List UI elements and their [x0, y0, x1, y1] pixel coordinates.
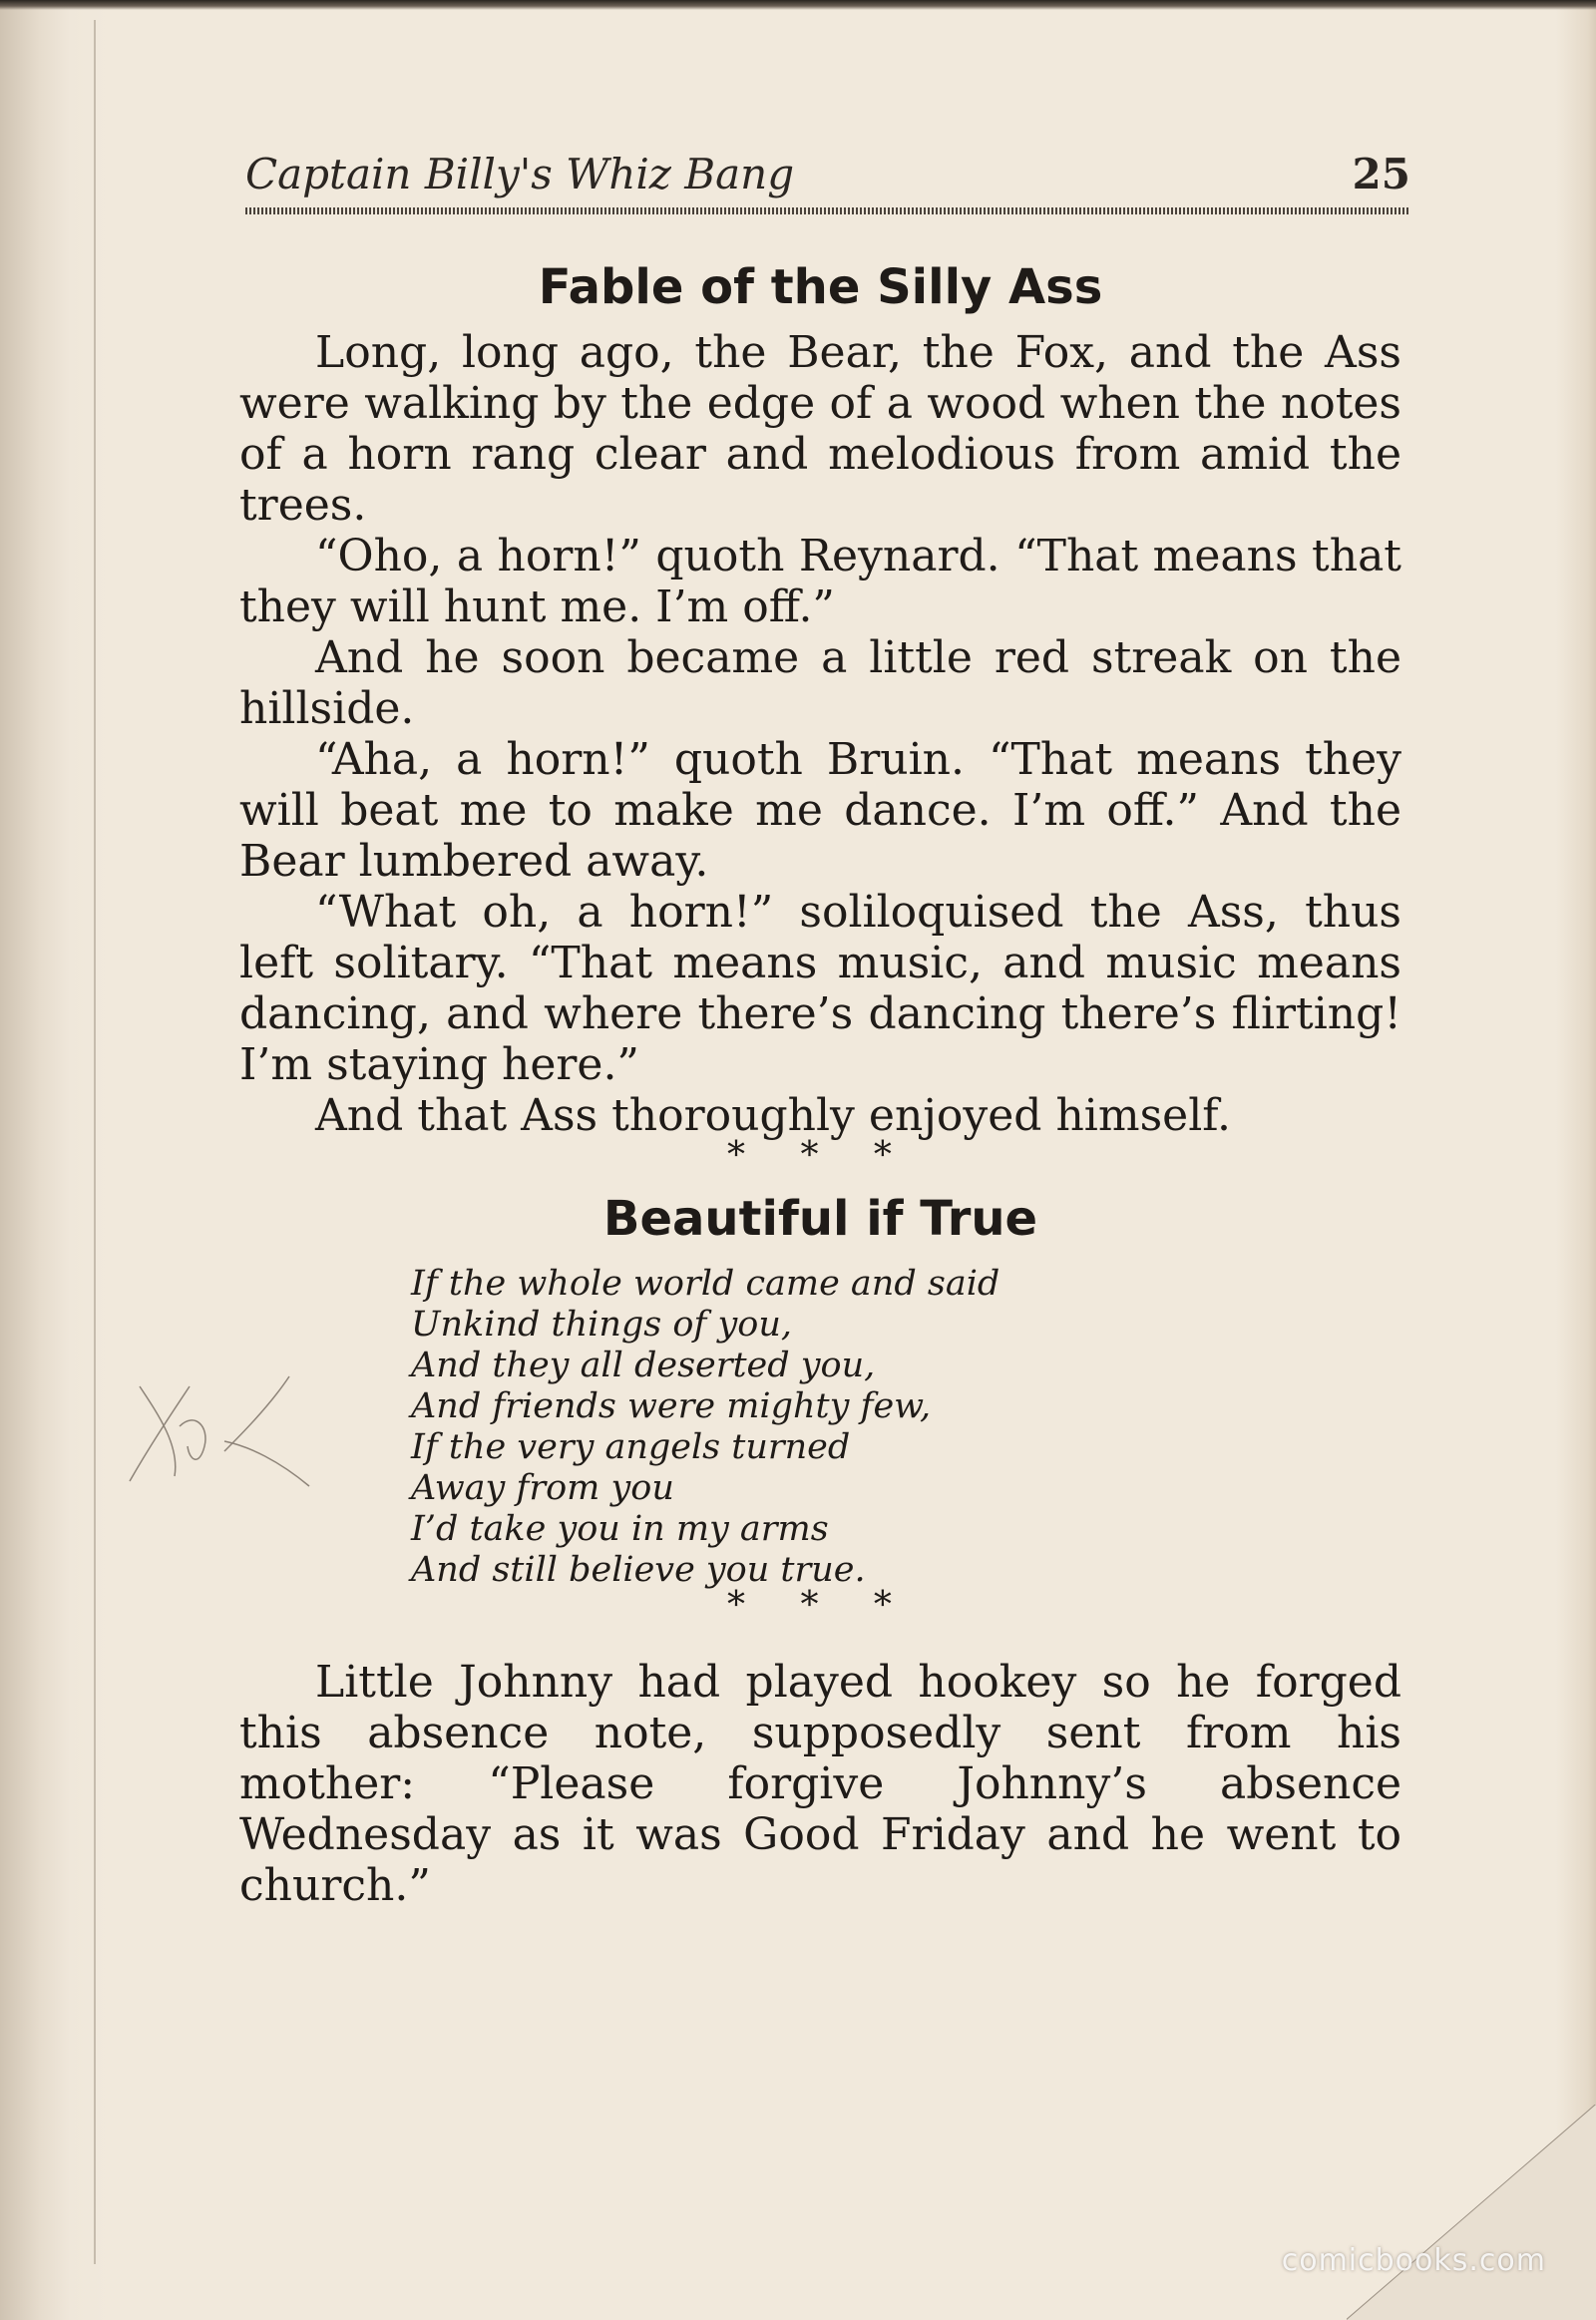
poem-line: And friends were mighty few,	[411, 1386, 932, 1427]
page-content	[239, 259, 1401, 1911]
poem-line: I’d take you in my arms	[411, 1509, 829, 1550]
fable-paragraph: Long, long ago, the Bear, the Fox, and the Ass were walking by the edge of a wood when the notes of a horn rang clear and melodious from amid the trees.	[239, 326, 1401, 531]
spine-crease	[94, 20, 96, 2264]
page-number: 25	[1352, 150, 1410, 198]
poem-line: And still believe you true.	[411, 1550, 866, 1591]
poem-line: Unkind things of you,	[411, 1305, 793, 1346]
section-separator: * * *	[727, 1585, 914, 1627]
running-header	[245, 150, 1410, 219]
fable-paragraph: “What oh, a horn!” soliloquised the Ass, thus left solitary. “That means music, and music means dancing, and where there’s dancing there’s flirting! I’m staying here.”	[239, 886, 1401, 1090]
cover-edge	[0, 0, 1596, 10]
fable-paragraph: “Oho, a horn!” quoth Reynard. “That means that they will hunt me. I’m off.”	[239, 530, 1401, 632]
watermark: comicbooks.com	[1281, 2243, 1546, 2278]
pencil-mark	[120, 1366, 319, 1496]
poem-line: If the whole world came and said	[411, 1264, 1000, 1305]
poem	[411, 1264, 1401, 1591]
fable-paragraph: “Aha, a horn!” quoth Bruin. “That means they will beat me to make me dance. I’m off.” And the Bear lumbered away.	[239, 733, 1401, 887]
page-corner-fold	[1347, 2105, 1596, 2320]
poem-line: And they all deserted you,	[411, 1346, 876, 1386]
section-separator: * * *	[727, 1134, 914, 1176]
article-title-fable: Fable of the Silly Ass	[538, 259, 1103, 315]
fable-paragraph: And he soon became a little red streak on the hillside.	[239, 631, 1401, 734]
article-title-poem: Beautiful if True	[602, 1190, 1038, 1247]
running-title: Captain Billy's Whiz Bang	[245, 150, 795, 198]
poem-line: If the very angels turned	[411, 1427, 851, 1468]
poem-line: Away from you	[411, 1468, 674, 1509]
johnny-paragraph: Little Johnny had played hookey so he forged this absence note, supposedly sent from his mother: “Please forgive Johnny’s absence Wednesday as it was Good Friday and he went to church.”	[239, 1657, 1401, 1912]
fable-paragraph: And that Ass thoroughly enjoyed himself.	[315, 1089, 1231, 1141]
page-edge-shadow	[1556, 0, 1596, 2320]
header-rule	[245, 207, 1410, 214]
